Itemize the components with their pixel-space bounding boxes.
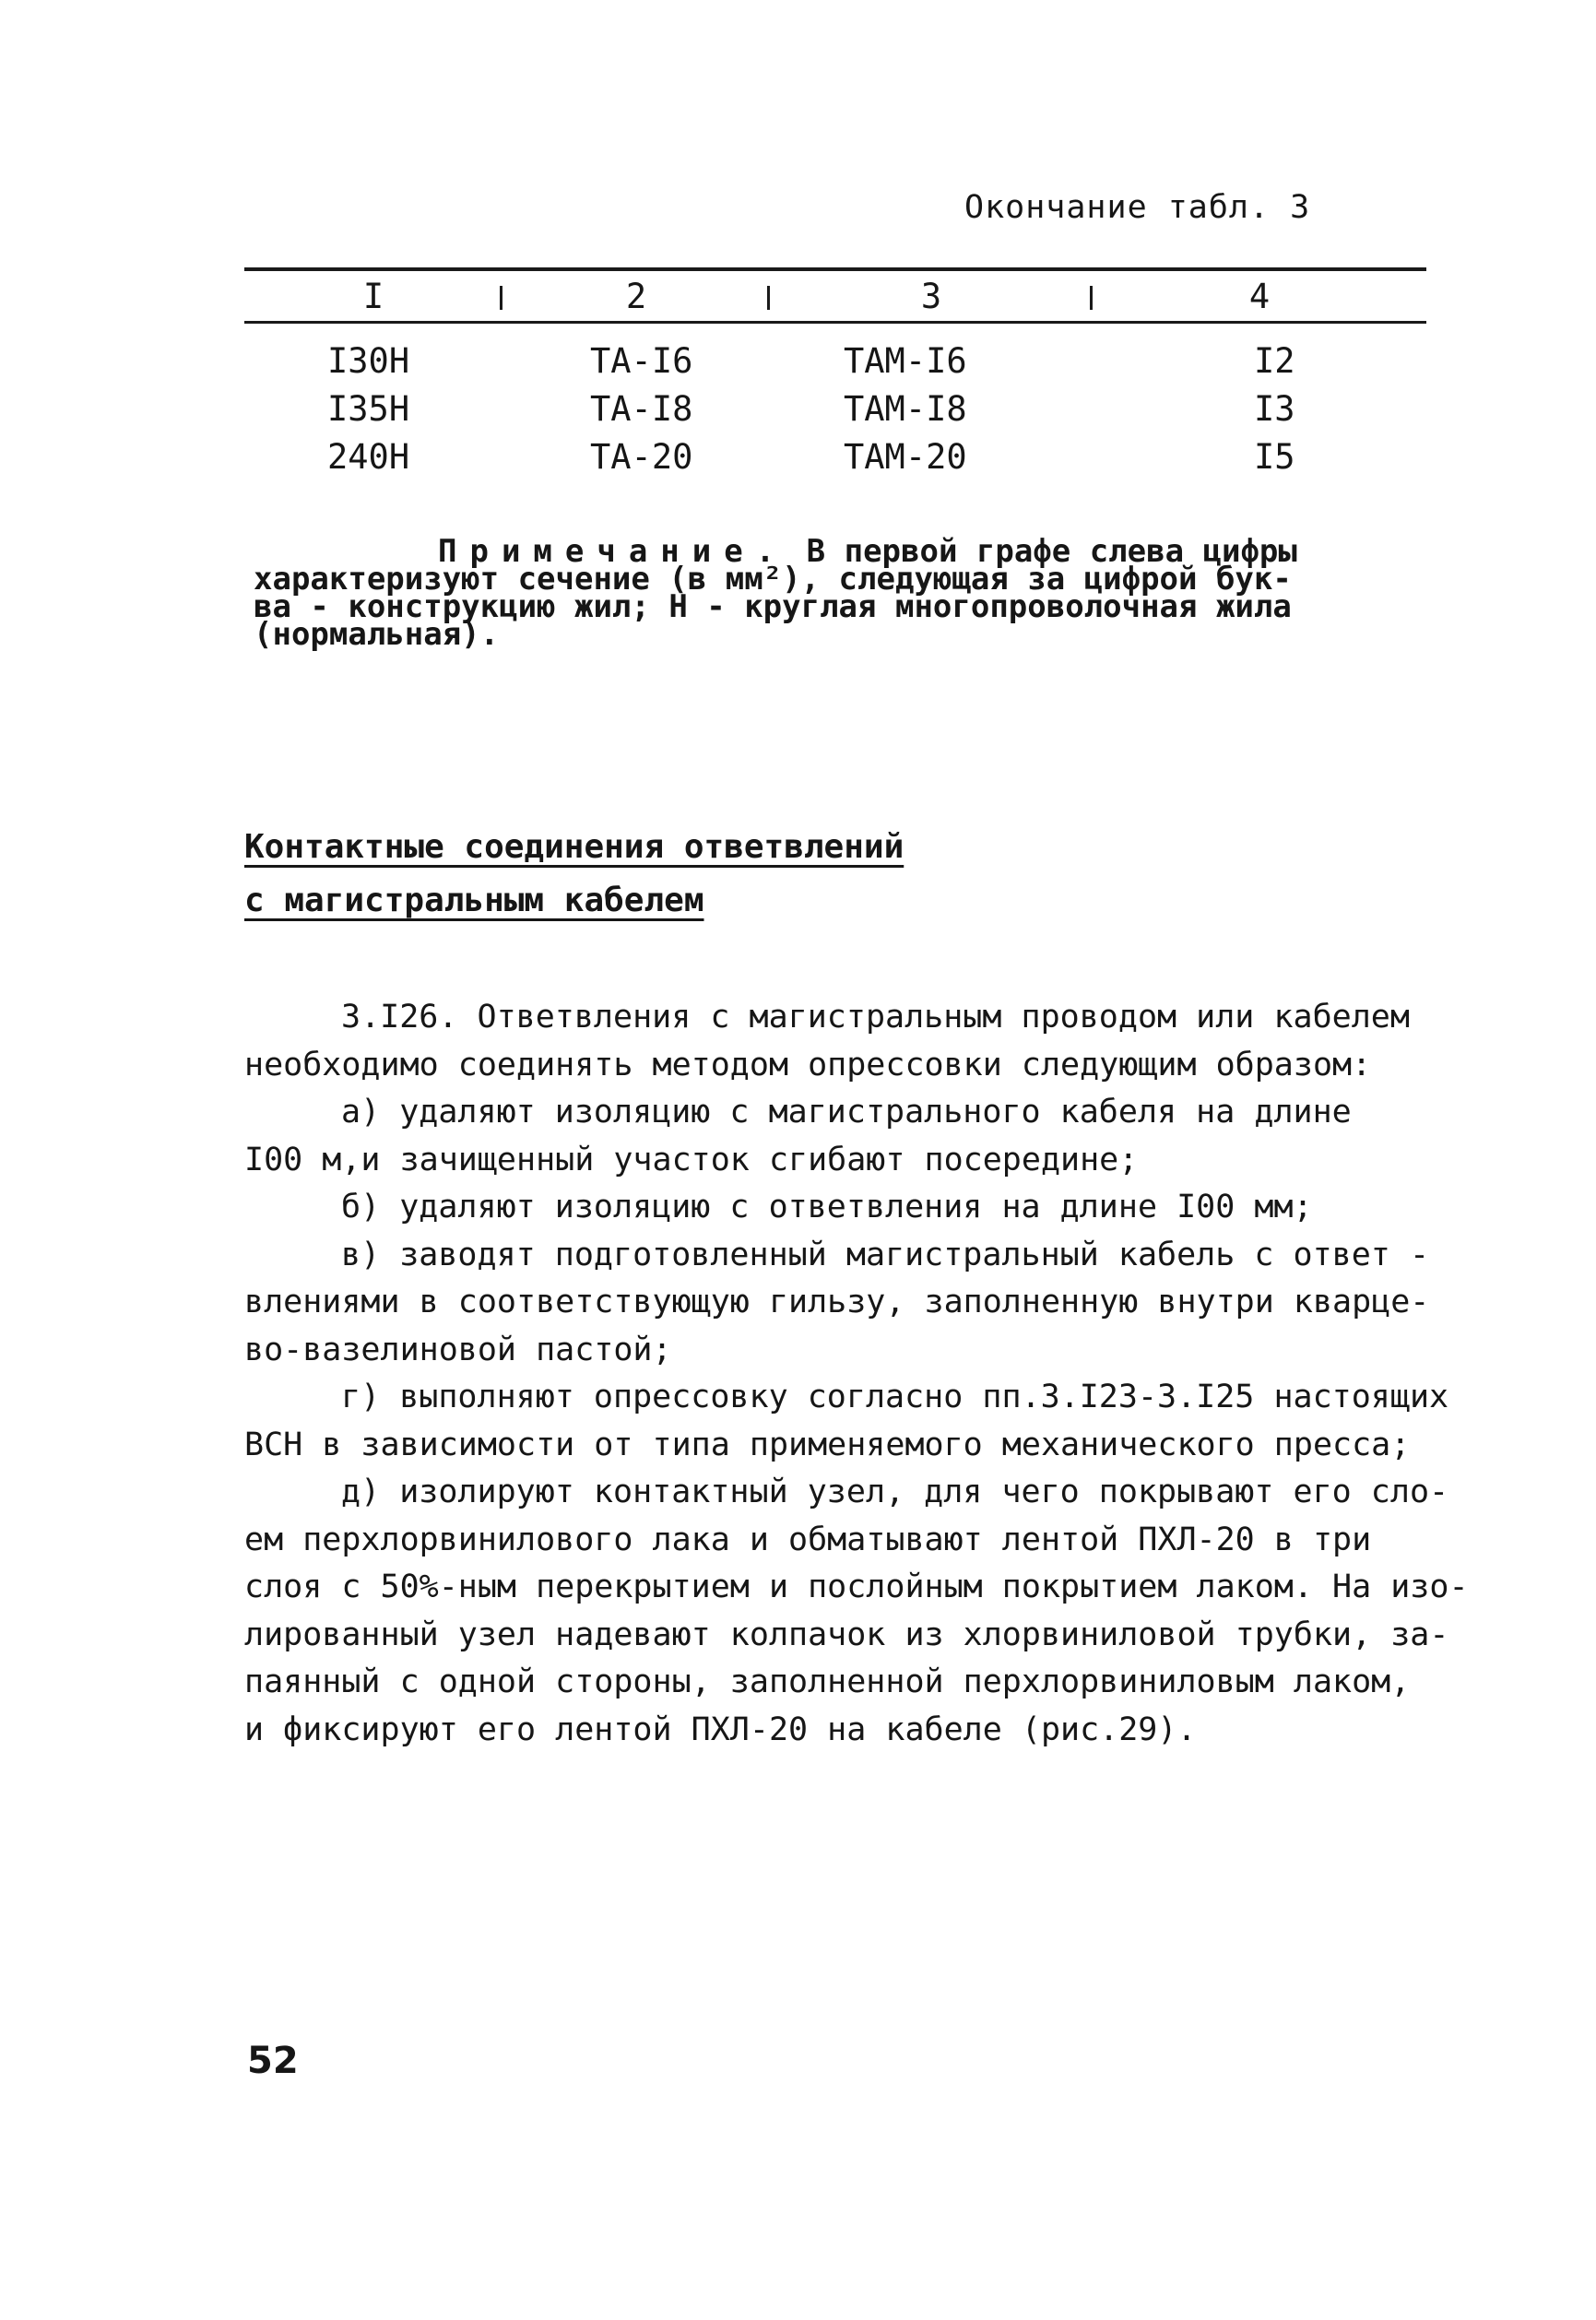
paragraph-line: во-вазелиновой пастой; <box>244 1331 672 1368</box>
paragraph-line: влениями в соответствующую гильзу, заполненную внутри кварце- <box>244 1284 1430 1320</box>
body-paragraphs <box>244 994 1471 1754</box>
table-header-col4 <box>1093 277 1426 316</box>
paragraph-line: необходимо соединять методом опрессовки следующим образом: <box>244 1046 1372 1083</box>
table-cell: ТАМ-I8 <box>844 388 967 429</box>
table-header-col3 <box>770 277 1093 316</box>
table-cell: ТА-I6 <box>590 340 693 381</box>
table-cell: ТАМ-I6 <box>844 340 967 381</box>
table-cell: I3 <box>1254 388 1295 429</box>
paragraph-line: лированный узел надевают колпачок из хлорвиниловой трубки, за- <box>244 1616 1449 1653</box>
note-label: Примечание. <box>438 533 788 570</box>
table-row <box>244 337 1426 385</box>
list-item-d: д) изолируют контактный узел, для чего покрывают его сло- <box>341 1474 1449 1510</box>
table-cell: I30Н <box>327 340 410 381</box>
header-label: 3 <box>920 276 942 316</box>
list-item-v: в) заводят подготовленный магистральный кабель с ответ - <box>341 1236 1430 1273</box>
paragraph-line: ем перхлорвинилового лака и обматывают лентой ПХЛ-20 в три <box>244 1521 1372 1558</box>
table-header-rule <box>244 321 1426 324</box>
table-caption: Окончание табл. 3 <box>964 189 1311 226</box>
section-heading <box>244 821 904 928</box>
note-line: характеризуют сечение (в мм²), следующая за цифрой бук- <box>254 561 1292 598</box>
table-cell: I2 <box>1254 340 1295 381</box>
table-note <box>254 533 1415 653</box>
table-row <box>244 385 1426 432</box>
table-cell: I35Н <box>327 388 410 429</box>
note-text: В первой графе слева цифры <box>806 533 1297 570</box>
page-number: 52 <box>247 2040 299 2082</box>
paragraph-line: I00 м,и зачищенный участок сгибают посередине; <box>244 1141 1139 1178</box>
paragraph-line: и фиксируют его лентой ПХЛ-20 на кабеле (рис.29). <box>244 1710 1197 1748</box>
table-cell: ТА-20 <box>590 436 693 477</box>
table-cell: 240Н <box>327 436 410 477</box>
paragraph-line: паянный с одной стороны, заполненной перхлорвиниловым лаком, <box>244 1663 1411 1700</box>
header-label: 2 <box>625 276 647 316</box>
paragraph-line: ВСН в зависимости от типа применяемого механического пресса; <box>244 1426 1411 1463</box>
section-heading-line: с магистральным кабелем <box>244 882 704 919</box>
header-label: 4 <box>1248 276 1271 316</box>
table-cell: ТАМ-20 <box>844 436 967 477</box>
table-cell: I5 <box>1254 436 1295 477</box>
note-line: ва - конструкцию жил; Н - круглая многопроволочная жила <box>254 588 1292 625</box>
paragraph-line: 3.I26. Ответвления с магистральным проводом или кабелем <box>341 999 1410 1036</box>
table-cell: ТА-I8 <box>590 388 693 429</box>
list-item-b: б) удаляют изоляцию с ответвления на длине I00 мм; <box>341 1189 1313 1225</box>
table-row <box>244 432 1426 480</box>
table-header-col2 <box>502 277 770 316</box>
note-line: (нормальная). <box>254 616 500 653</box>
header-label: I <box>362 276 384 316</box>
list-item-g: г) выполняют опрессовку согласно пп.3.I23-3.I25 настоящих <box>341 1379 1449 1415</box>
cable-table <box>244 267 1426 480</box>
section-heading-line: Контактные соединения ответвлений <box>244 828 904 866</box>
list-item-a: а) удаляют изоляцию с магистрального кабеля на длине <box>341 1094 1352 1130</box>
table-body <box>244 337 1426 480</box>
table-header-col1 <box>244 277 502 316</box>
table-header-row <box>244 271 1426 321</box>
paragraph-line: слоя с 50%-ным перекрытием и послойным покрытием лаком. На изо- <box>244 1568 1469 1605</box>
